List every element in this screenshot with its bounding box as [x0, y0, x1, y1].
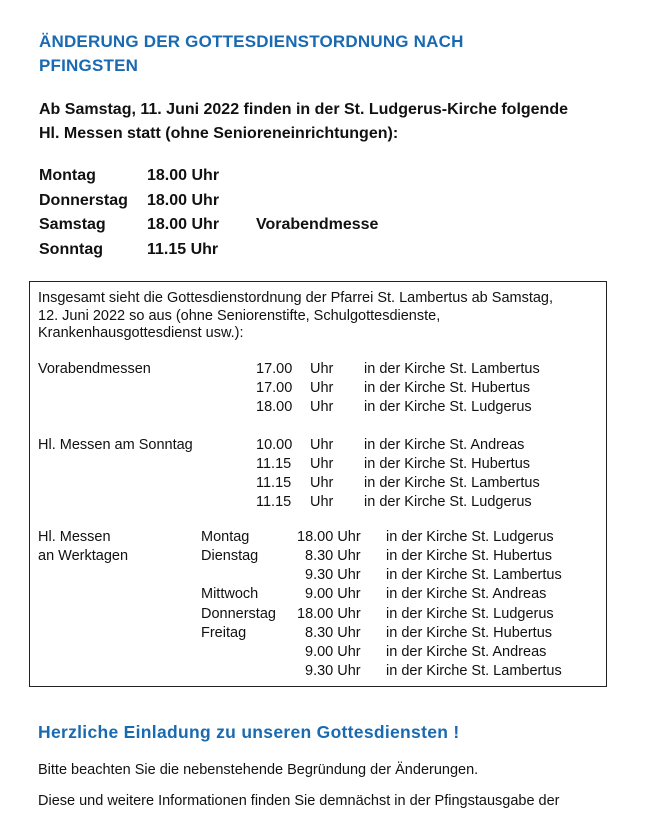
weekday: Montag — [201, 529, 250, 545]
service-place: in der Kirche St. Hubertus — [364, 456, 531, 472]
werktage-label-line-2: an Werktagen — [38, 548, 129, 564]
service-time: 11.15 — [256, 475, 292, 491]
service-unit: Uhr — [310, 380, 334, 396]
werktage-label-line-1: Hl. Messen — [38, 529, 111, 545]
service-place: in der Kirche St. Hubertus — [364, 380, 531, 396]
weekday-time: 9.30 Uhr — [305, 663, 361, 679]
intro-line-2: Hl. Messen statt (ohne Senioreneinrichtungen): — [39, 125, 399, 142]
weekday-place: in der Kirche St. Hubertus — [386, 548, 553, 564]
service-time: 10.00 — [256, 437, 293, 453]
service-time: 18.00 — [256, 399, 293, 415]
service-unit: Uhr — [310, 456, 334, 472]
footer-line-1: Bitte beachten Sie die nebenstehende Begründung der Änderungen. — [38, 762, 479, 778]
vorabend-label: Vorabendmessen — [38, 361, 151, 377]
schedule-day: Montag — [39, 167, 96, 184]
weekday-place: in der Kirche St. Lambertus — [386, 567, 562, 583]
weekday: Donnerstag — [201, 606, 276, 622]
weekday-place: in der Kirche St. Andreas — [386, 644, 547, 660]
service-place: in der Kirche St. Andreas — [364, 437, 525, 453]
weekday-time: 18.00 Uhr — [297, 606, 361, 622]
service-place: in der Kirche St. Ludgerus — [364, 399, 532, 415]
weekday: Dienstag — [201, 548, 259, 564]
weekday-place: in der Kirche St. Ludgerus — [386, 606, 554, 622]
weekday-time: 18.00 Uhr — [297, 529, 361, 545]
weekday-place: in der Kirche St. Lambertus — [386, 663, 562, 679]
footer-line-2: Diese und weitere Informationen finden Sie demnächst in der Pfingstausgabe der — [38, 793, 560, 809]
sonntag-label: Hl. Messen am Sonntag — [38, 437, 193, 453]
service-time: 17.00 — [256, 380, 293, 396]
service-unit: Uhr — [310, 361, 334, 377]
invitation-heading: Herzliche Einladung zu unseren Gottesdiensten ! — [38, 722, 460, 742]
schedule-note: Vorabendmesse — [256, 216, 379, 233]
box-intro-line-3: Krankenhausgottesdienst usw.): — [38, 325, 244, 341]
weekday-place: in der Kirche St. Andreas — [386, 586, 547, 602]
service-place: in der Kirche St. Ludgerus — [364, 494, 532, 510]
weekday: Freitag — [201, 625, 247, 641]
weekday-time: 8.30 Uhr — [305, 625, 361, 641]
page-title-line-1: ÄNDERUNG DER GOTTESDIENSTORDNUNG NACH — [39, 32, 464, 51]
intro-line-1: Ab Samstag, 11. Juni 2022 finden in der St. Ludgerus-Kirche folgende — [39, 101, 568, 118]
service-place: in der Kirche St. Lambertus — [364, 475, 540, 491]
schedule-time: 18.00 Uhr — [147, 216, 220, 233]
schedule-day: Sonntag — [39, 241, 103, 258]
service-time: 11.15 — [256, 456, 292, 472]
service-time: 11.15 — [256, 494, 292, 510]
page-title-line-2: PFINGSTEN — [39, 56, 139, 75]
service-unit: Uhr — [310, 437, 334, 453]
schedule-time: 11.15 Uhr — [147, 241, 219, 258]
box-intro-line-1: Insgesamt sieht die Gottesdienstordnung der Pfarrei St. Lambertus ab Samstag, — [38, 290, 554, 306]
service-unit: Uhr — [310, 475, 334, 491]
weekday-time: 9.30 Uhr — [305, 567, 361, 583]
weekday-place: in der Kirche St. Ludgerus — [386, 529, 554, 545]
schedule-day: Samstag — [39, 216, 106, 233]
schedule-time: 18.00 Uhr — [147, 167, 220, 184]
weekday: Mittwoch — [201, 586, 259, 602]
weekday-place: in der Kirche St. Hubertus — [386, 625, 553, 641]
weekday-time: 9.00 Uhr — [305, 586, 361, 602]
weekday-time: 8.30 Uhr — [305, 548, 361, 564]
schedule-time: 18.00 Uhr — [147, 192, 220, 209]
service-unit: Uhr — [310, 399, 334, 415]
service-unit: Uhr — [310, 494, 334, 510]
service-time: 17.00 — [256, 361, 293, 377]
weekday-time: 9.00 Uhr — [305, 644, 361, 660]
service-place: in der Kirche St. Lambertus — [364, 361, 540, 377]
schedule-day: Donnerstag — [39, 192, 128, 209]
box-intro-line-2: 12. Juni 2022 so aus (ohne Seniorenstifte, Schulgottesdienste, — [38, 308, 441, 324]
